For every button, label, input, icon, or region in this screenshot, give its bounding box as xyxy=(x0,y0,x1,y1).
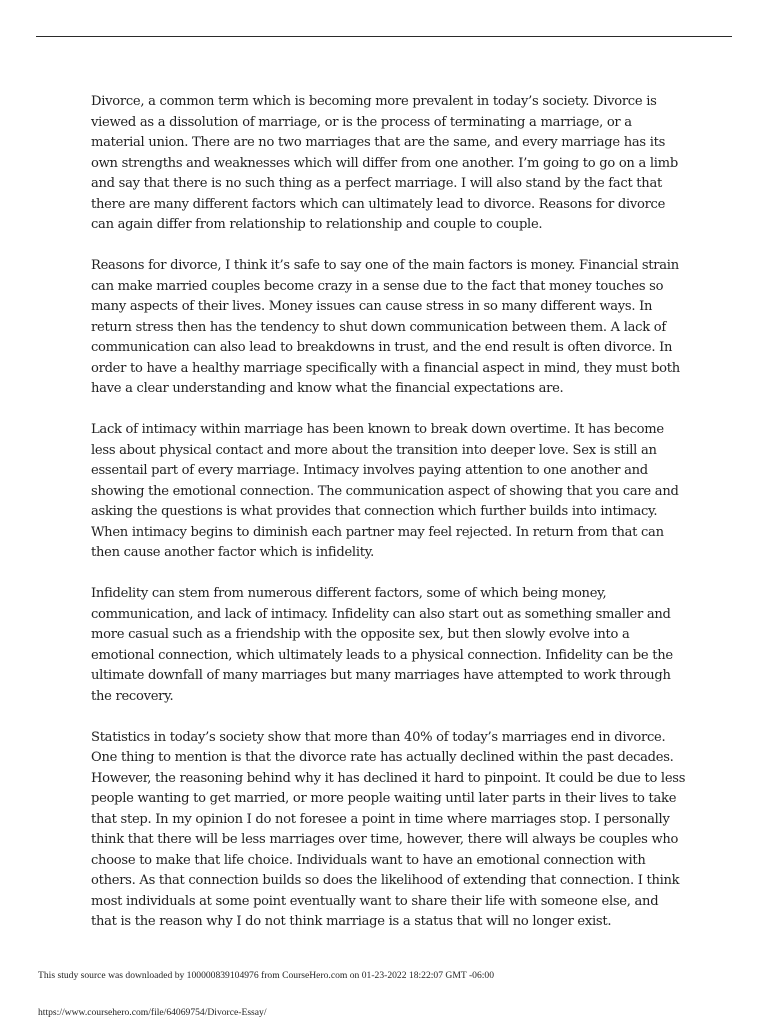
essay-paragraph-1: Divorce, a common term which is becoming more prevalent in today’s society. Divorce is viewed as a dissolution of marriage, or is the process of terminating a marriage, or a material union. There are no two marriages that are the same, and every marriage has its own strengths and weaknesses which will differ from one another. I’m going to go on a limb and say that there is no such thing as a perfect marriage. I will also stand by the fact that there are many different factors which can ultimately lead to divorce. Reasons for divorce can again differ from relationship to relationship and couple to couple. xyxy=(91,94,678,232)
essay-paragraph-3: Lack of intimacy within marriage has been known to break down overtime. It has become less about physical contact and more about the transition into deeper love. Sex is still an essentail part of every marriage. Intimacy involves paying attention to one another and showing the emotional connection. The communication aspect of showing that you care and asking the questions is what provides that connection which further builds into intimacy. When intimacy begins to diminish each partner may feel rejected. In return from that can then cause another factor which is infidelity. xyxy=(91,422,679,560)
download-notice: This study source was downloaded by 100000839104976 from CourseHero.com on 01-23-2022 18:22:07 GMT -06:00 xyxy=(38,970,495,981)
essay-paragraph-5: Statistics in today’s society show that more than 40% of today’s marriages end in divorce. One thing to mention is that the divorce rate has actually declined within the past decades. However, the reasoning behind why it has declined it hard to pinpoint. It could be due to less people wanting to get married, or more people waiting until later parts in their lives to take that step. In my opinion I do not foresee a point in time where marriages stop. I personally think that there will be less marriages over time, however, there will always be couples who choose to make that life choice. Individuals want to have an emotional connection with others. As that connection builds so does the likelihood of extending that connection. I think most individuals at some point eventually want to share their life with someone else, and that is the reason why I do not think marriage is a status that will no longer exist. xyxy=(91,729,686,929)
essay-paragraph-4: Infidelity can stem from numerous different factors, some of which being money, communication, and lack of intimacy. Infidelity can also start out as something smaller and more casual such as a friendship with the opposite sex, but then slowly evolve into a emotional connection, which ultimately leads to a physical connection. Infidelity can be the ultimate downfall of many marriages but many marriages have attempted to work through the recovery. xyxy=(91,586,673,704)
essay-body xyxy=(91,92,687,953)
essay-paragraph-2: Reasons for divorce, I think it’s safe to say one of the main factors is money. Financial strain can make married couples become crazy in a sense due to the fact that money touches so many aspects of their lives. Money issues can cause stress in so many different ways. In return stress then has the tendency to shut down communication between them. A lack of communication can also lead to breakdowns in trust, and the end result is often divorce. In order to have a healthy marriage specifically with a financial aspect in mind, they must both have a clear understanding and know what the financial expectations are. xyxy=(91,258,680,396)
source-url-link[interactable]: https://www.coursehero.com/file/64069754/Divorce-Essay/ xyxy=(38,1007,267,1018)
header-divider xyxy=(36,36,732,37)
